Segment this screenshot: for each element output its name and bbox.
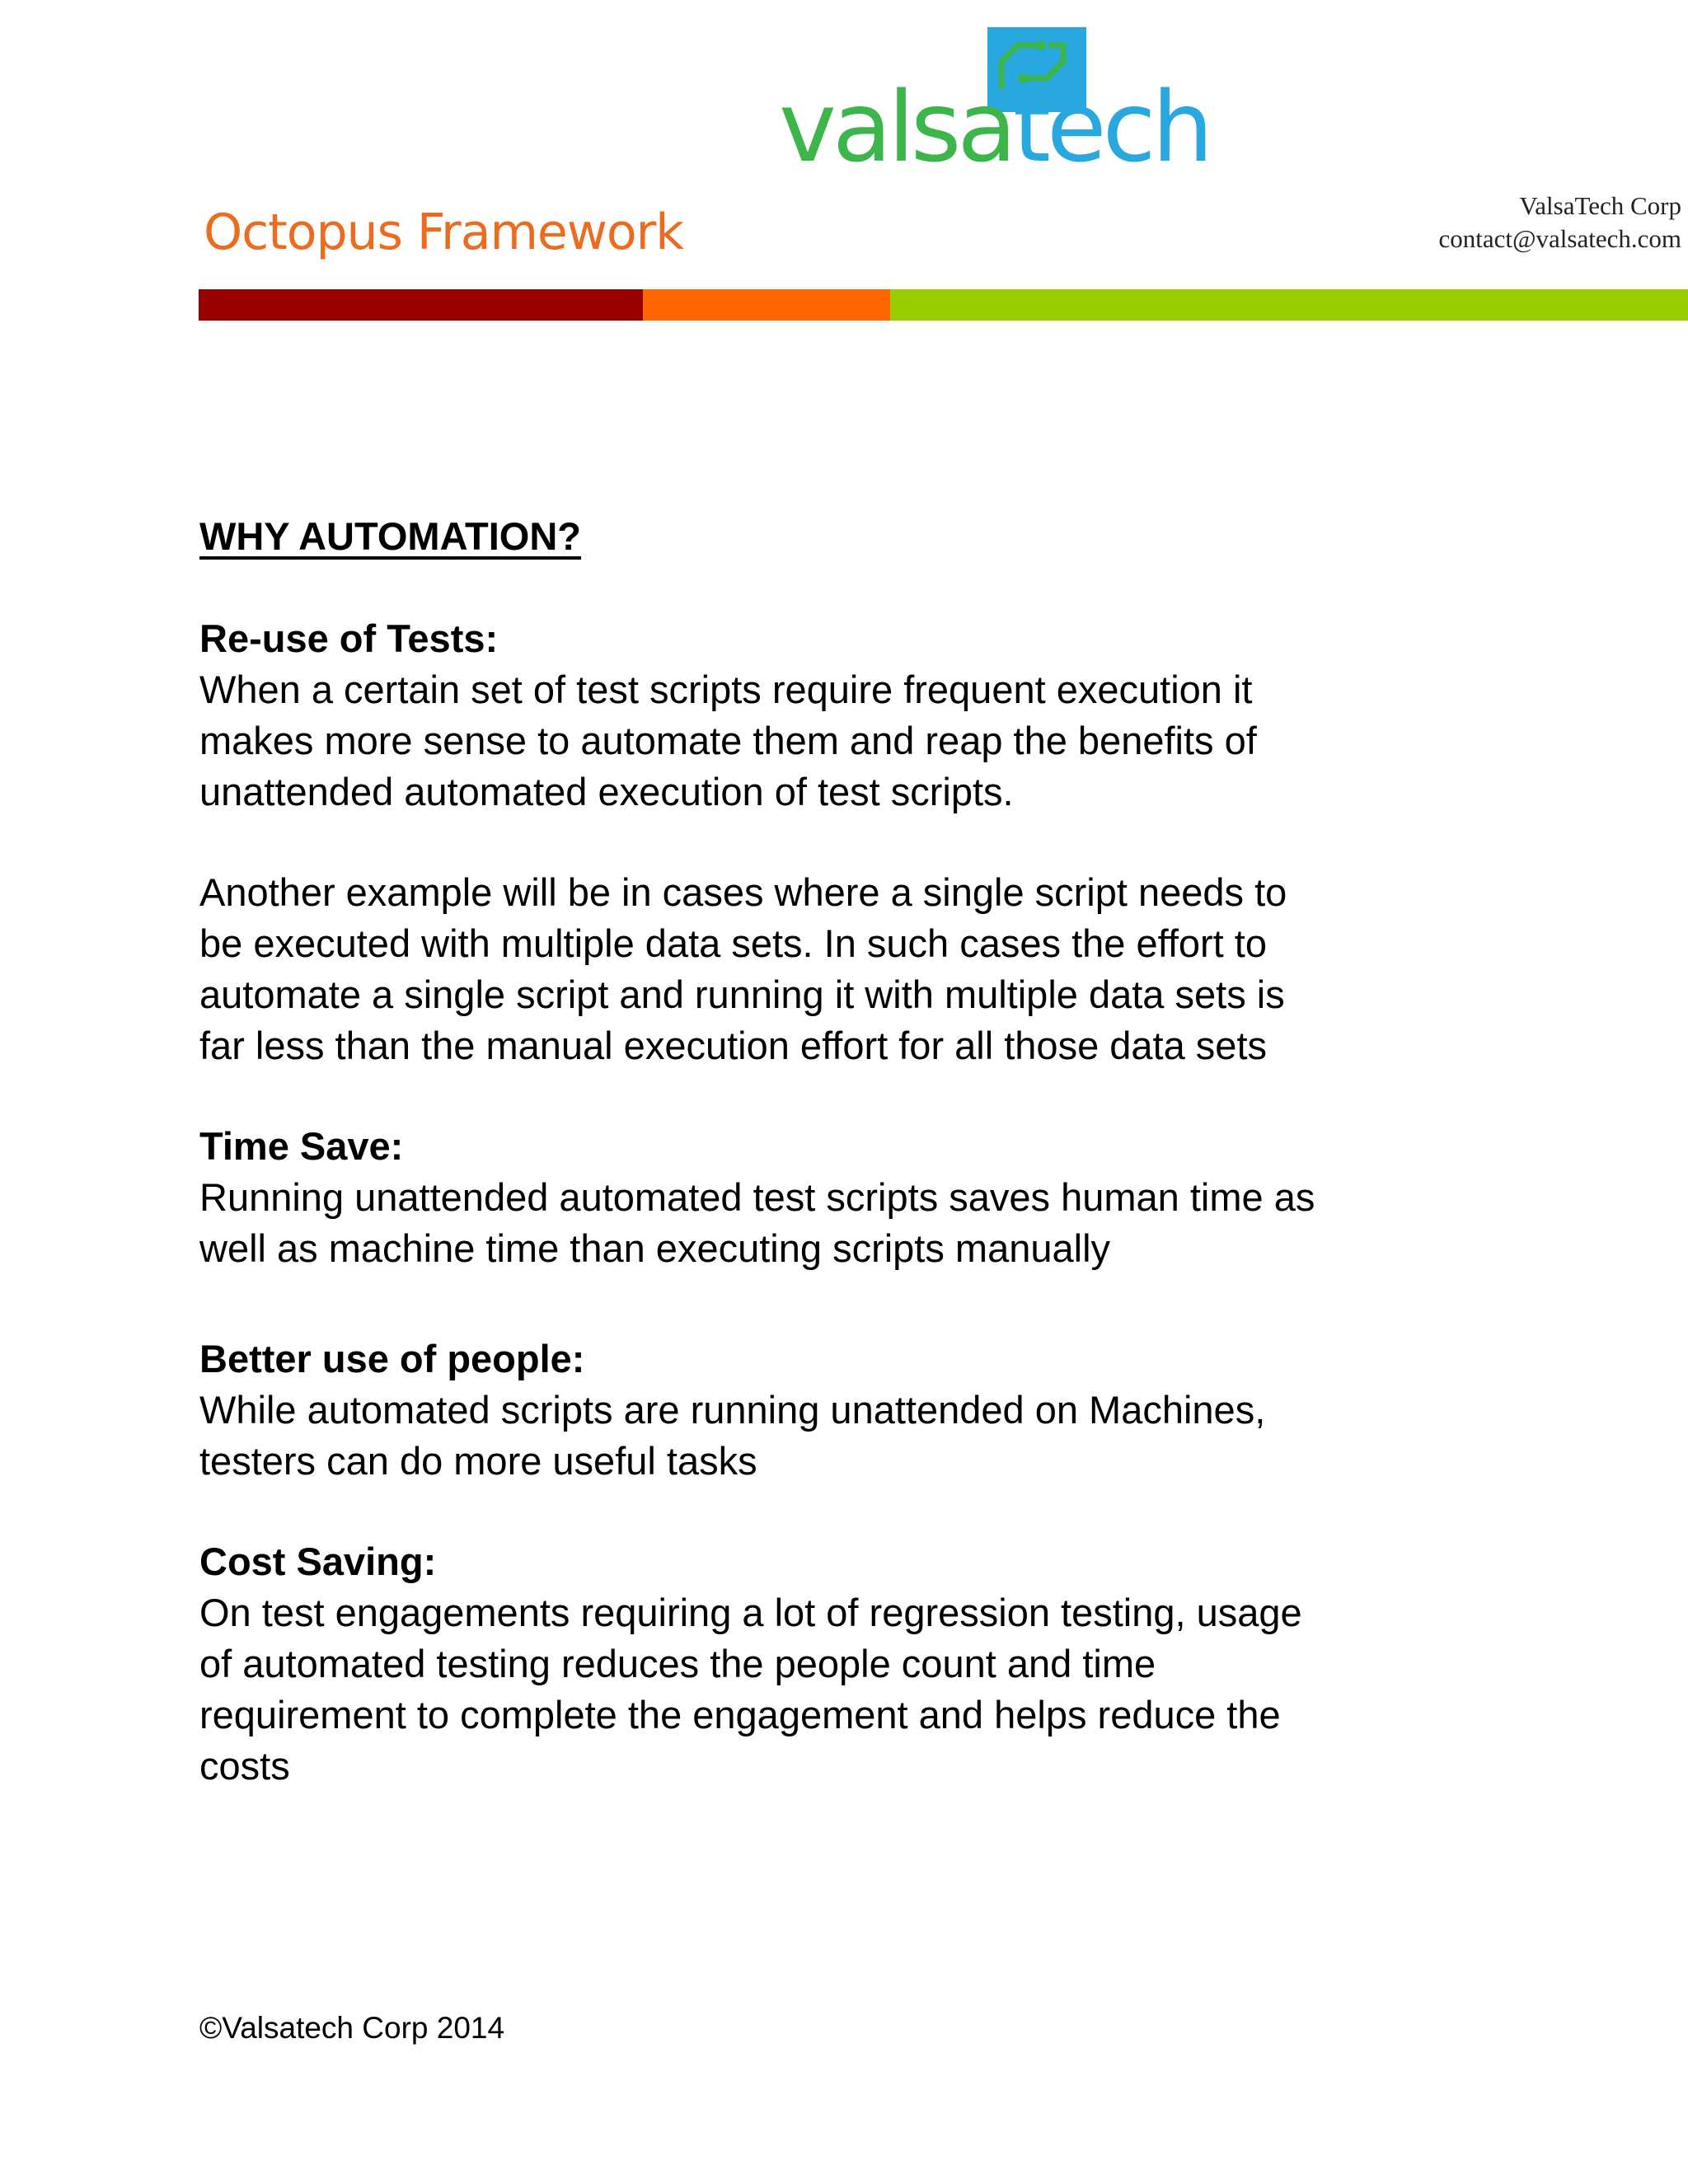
section-heading: Better use of people: [199, 1337, 585, 1380]
color-bar-green [890, 289, 1688, 321]
section-time-save [199, 1121, 1535, 1274]
color-bar-red [199, 289, 643, 321]
paragraph-line: On test engagements requiring a lot of regression testing, usage [199, 1591, 1302, 1634]
copyright-footer: ©Valsatech Corp 2014 [199, 2011, 505, 2045]
color-bar-orange [643, 289, 890, 321]
paragraph-line: of automated testing reduces the people count and time [199, 1642, 1156, 1685]
company-name: ValsaTech Corp [1519, 191, 1681, 220]
main-heading: WHY AUTOMATION? [199, 514, 582, 558]
section-better-use-of-people [199, 1333, 1535, 1487]
section-heading: Re-use of Tests: [199, 616, 499, 660]
company-info [1439, 190, 1682, 255]
paragraph [199, 1587, 1535, 1792]
paragraph-line: testers can do more useful tasks [199, 1439, 757, 1483]
paragraph-line: While automated scripts are running unattended on Machines, [199, 1388, 1266, 1432]
company-email: contact@valsatech.com [1438, 224, 1681, 253]
section-heading: Cost Saving: [199, 1540, 437, 1583]
document-title: Octopus Framework [204, 204, 684, 261]
paragraph-line: Another example will be in cases where a single script needs to [199, 870, 1287, 914]
section-cost-saving [199, 1536, 1535, 1792]
paragraph [199, 1172, 1535, 1274]
section-reuse-of-tests [199, 613, 1535, 1071]
paragraph-line: automate a single script and running it with multiple data sets is [199, 972, 1285, 1016]
paragraph-line: requirement to complete the engagement and helps reduce the [199, 1693, 1281, 1736]
paragraph-line: costs [199, 1744, 290, 1788]
paragraph-line: makes more sense to automate them and reap the benefits of [199, 719, 1257, 762]
paragraph [199, 1385, 1535, 1487]
paragraph-line: far less than the manual execution effort for all those data sets [199, 1024, 1268, 1067]
paragraph-line: be executed with multiple data sets. In such cases the effort to [199, 921, 1267, 965]
paragraph-line: Running unattended automated test scripts saves human time as [199, 1175, 1315, 1219]
logo-text: valsatech [779, 70, 1210, 184]
paragraph-line: When a certain set of test scripts require frequent execution it [199, 668, 1253, 711]
document-body [199, 511, 1535, 1792]
header-color-bar [199, 289, 1688, 321]
paragraph-line: unattended automated execution of test scripts. [199, 770, 1014, 813]
valsatech-logo [779, 25, 1210, 184]
paragraph-line: well as machine time than executing scripts manually [199, 1226, 1111, 1270]
section-heading: Time Save: [199, 1124, 404, 1168]
circuit-logo-icon [779, 25, 1210, 184]
paragraph [199, 867, 1535, 1071]
paragraph [199, 664, 1535, 818]
